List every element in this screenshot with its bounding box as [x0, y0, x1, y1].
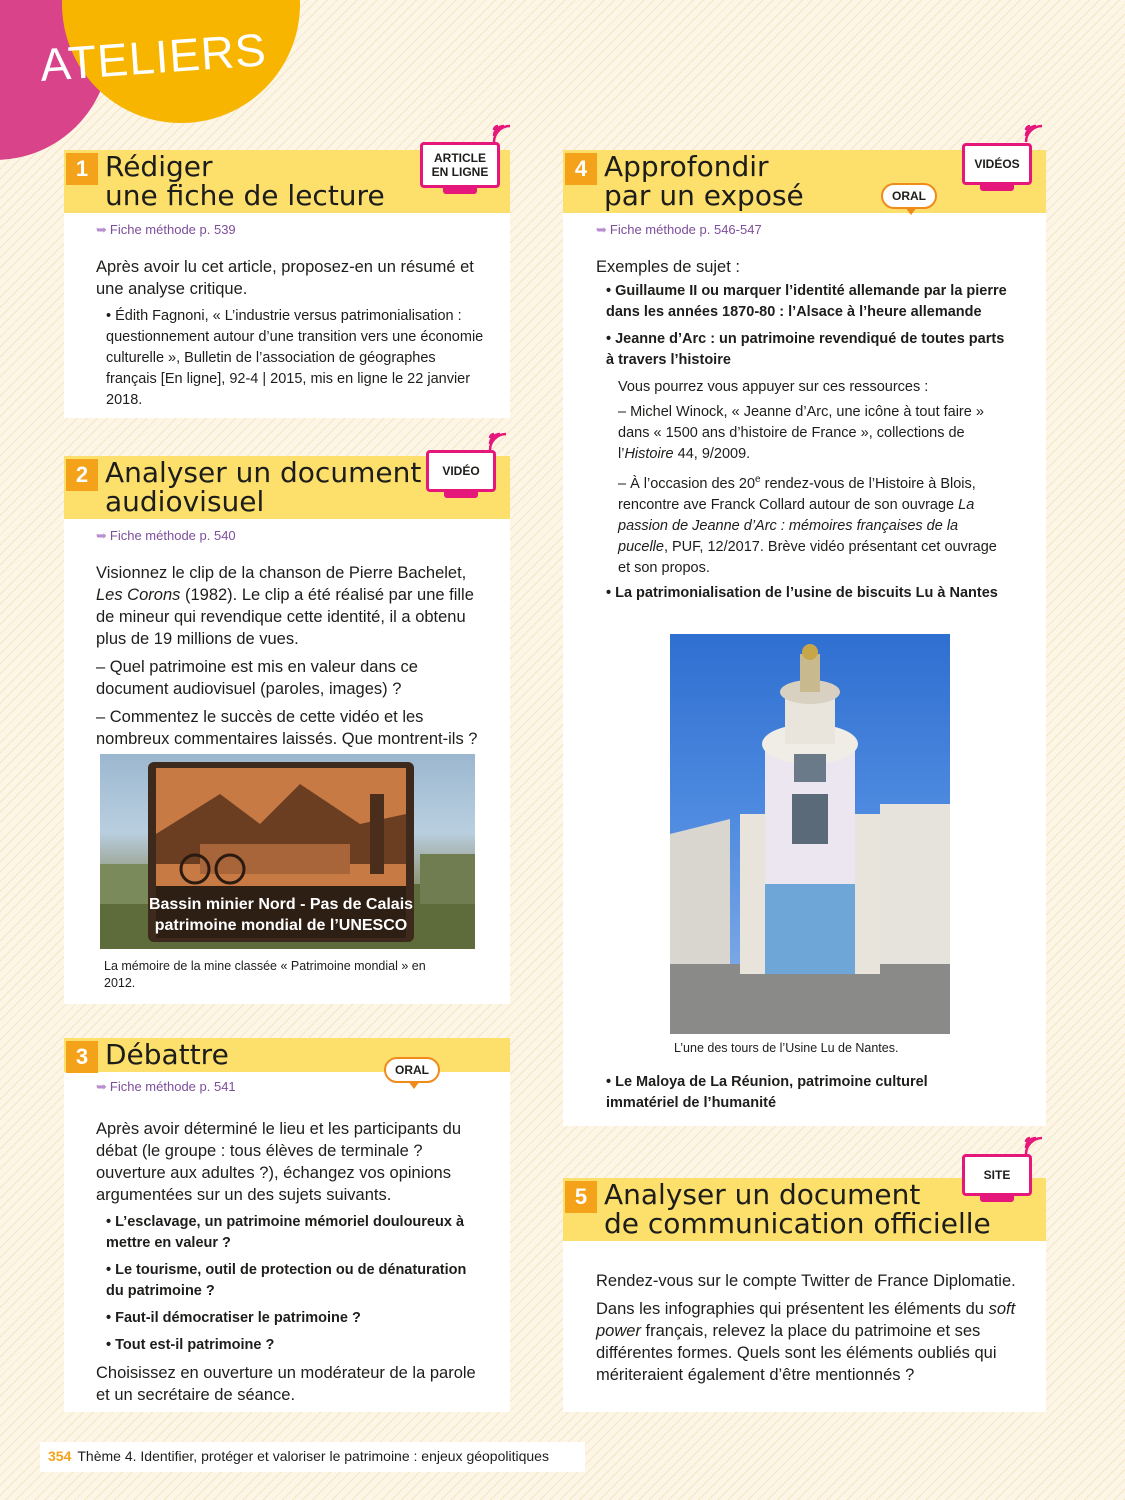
card-4-intro: Exemples de sujet : [596, 258, 740, 276]
card-2-intro [96, 562, 482, 650]
resources-list [596, 377, 1012, 579]
oral-badge: ORAL [384, 1057, 440, 1083]
card-1-title [105, 152, 385, 210]
card-3-number: 3 [66, 1041, 98, 1073]
arrow-icon: ➥ [96, 1079, 107, 1094]
arrow-icon: ➥ [96, 222, 107, 237]
intro-part: (1982). Le clip a été réalisé par une fille de mineur qui revendique cette identité, il a obtenu plus de 19 millions de vues. [96, 586, 474, 648]
card-2-number: 2 [66, 459, 98, 491]
page-title: ATELIERS [38, 23, 269, 91]
card-1-title-line1: Rédiger [105, 150, 213, 183]
expose-topic: • Jeanne d’Arc : un patrimoine revendiqué de toutes parts à travers l’histoire [606, 331, 1005, 368]
card-1-number: 1 [66, 153, 98, 185]
mine-billboard-photo [100, 754, 475, 949]
fiche-methode-link-4[interactable] [596, 222, 762, 238]
badge-label: VIDÉOS [974, 157, 1020, 171]
card-5-question [596, 1298, 1016, 1386]
card-3-closing: Choisissez en ouverture un modérateur de la parole et un secrétaire de séance. [96, 1364, 476, 1404]
card-1-body [96, 256, 486, 417]
fiche-methode-link-1[interactable] [96, 222, 236, 238]
tower-illustration [670, 634, 950, 1034]
resource-part: 44, 9/2009. [673, 446, 751, 462]
expose-topic: • Le Maloya de La Réunion, patrimoine culturel immatériel de l’humanité [606, 1074, 928, 1111]
card-2-body [96, 562, 482, 756]
card-4-title [604, 152, 804, 210]
tower-photo-caption: L’une des tours de l’Usine Lu de Nantes. [674, 1041, 899, 1055]
card-5-number: 5 [565, 1181, 597, 1213]
site-badge[interactable] [962, 1154, 1032, 1196]
debate-topic: • Tout est-il patrimoine ? [106, 1337, 275, 1353]
footer-theme: Thème 4. Identifier, protéger et valoriser le patrimoine : enjeux géopolitiques [77, 1448, 549, 1464]
debate-topic: • Faut-il démocratiser le patrimoine ? [106, 1310, 361, 1326]
card-2-question-1: – Quel patrimoine est mis en valeur dans ce document audiovisuel (paroles, images) ? [96, 658, 418, 698]
resource-part: Histoire [624, 446, 674, 462]
usine-lu-tower-photo [670, 634, 950, 1034]
question-part: soft power [596, 1300, 1016, 1340]
fiche-methode-label: Fiche méthode p. 541 [109, 1079, 236, 1094]
card-3-instruction: Après avoir déterminé le lieu et les participants du débat (le groupe : tous élèves de terminale ? ouverture aux adultes ?), échangez vos opinions argumentées sur un des sujets suivants. [96, 1120, 462, 1204]
resource-winock [618, 402, 1012, 465]
intro-part: Visionnez le clip de la chanson de Pierre Bachelet, [96, 564, 467, 582]
card-2-title-line2: audiovisuel [105, 485, 265, 518]
resource-part: , PUF, 12/2017. Brève vidéo présentant cet ouvrage et son propos. [618, 538, 997, 576]
debate-topic: • Le tourisme, outil de protection ou de dénaturation du patrimoine ? [106, 1262, 467, 1299]
card-2-title [105, 458, 421, 516]
card-1-reference: • Édith Fagnoni, « L’industrie versus patrimonialisation : questionnement autour d’une transition vers une économie culturelle », Bulletin de l’association de géographes français [En ligne], 92-4 | 2015, mis en ligne le 22 janvier 2018. [106, 308, 484, 408]
page-footer [40, 1442, 585, 1472]
oral-badge: ORAL [881, 183, 937, 209]
card-4-number: 4 [565, 153, 597, 185]
resource-part: – Michel Winock, « Jeanne d’Arc, une icône à tout faire » dans « 1500 ans d’histoire de France », collections de l’ [618, 404, 984, 462]
card-3-title: Débattre [105, 1038, 229, 1071]
article-en-ligne-badge[interactable] [420, 142, 500, 188]
fiche-methode-label: Fiche méthode p. 546-547 [609, 222, 762, 237]
fiche-methode-label: Fiche méthode p. 539 [109, 222, 236, 237]
videos-badge[interactable] [962, 143, 1032, 185]
page-number: 354 [48, 1448, 72, 1464]
resource-blois [618, 469, 1012, 579]
card-2-question-2: – Commentez le succès de cette vidéo et les nombreux commentaires laissés. Que montrent-ils ? [96, 708, 478, 748]
resources-intro: Vous pourrez vous appuyer sur ces ressources : [618, 379, 929, 395]
card-4-title-line2: par un exposé [604, 179, 804, 212]
card-5-title-line2: de communication officielle [604, 1207, 991, 1240]
expose-topic: • Guillaume II ou marquer l’identité allemande par la pierre dans les années 1870-80 : l’Alsace à l’heure allemande [606, 283, 1007, 320]
billboard-line2: patrimoine mondial de l’UNESCO [154, 917, 408, 934]
card-4-title-line1: Approfondir [604, 150, 769, 183]
card-1-title-line2: une fiche de lecture [105, 179, 385, 212]
arrow-icon: ➥ [96, 528, 107, 543]
fiche-methode-link-2[interactable] [96, 528, 236, 544]
card-5-body [596, 1270, 1016, 1392]
mine-billboard-illustration [100, 754, 475, 949]
card-3-body [96, 1118, 488, 1412]
card-3-header [64, 1038, 510, 1072]
badge-label: SITE [983, 1168, 1011, 1182]
card-2-title-line1: Analyser un document [105, 456, 422, 489]
mine-photo-caption: La mémoire de la mine classée « Patrimoine mondial » en 2012. [104, 959, 426, 990]
badge-label-line1: ARTICLE [434, 151, 486, 165]
question-part: Dans les infographies qui présentent les éléments du [596, 1300, 989, 1318]
wifi-icon [492, 124, 512, 144]
fiche-methode-label: Fiche méthode p. 540 [109, 528, 236, 543]
wifi-icon [1024, 1136, 1044, 1156]
card-5-instruction: Rendez-vous sur le compte Twitter de France Diplomatie. [596, 1272, 1016, 1290]
card-5-title [604, 1180, 991, 1238]
resource-part: rendez-vous de l’Histoire à Blois, rencontre ave Franck Collard autour de son ouvrage [618, 475, 976, 513]
arrow-icon: ➥ [596, 222, 607, 237]
badge-label-line2: EN LIGNE [431, 165, 489, 179]
expose-topic: • La patrimonialisation de l’usine de biscuits Lu à Nantes [606, 584, 998, 601]
wifi-icon [1024, 124, 1044, 144]
card-4-body [596, 256, 1012, 610]
resource-part: e [755, 474, 761, 485]
card-1-instruction: Après avoir lu cet article, proposez-en un résumé et une analyse critique. [96, 258, 474, 298]
fiche-methode-link-3[interactable] [96, 1079, 236, 1095]
wifi-icon [488, 432, 508, 452]
video-badge[interactable] [426, 450, 496, 492]
song-title: Les Corons [96, 586, 181, 604]
badge-label: VIDÉO [442, 464, 480, 478]
card-5-title-line1: Analyser un document [604, 1178, 921, 1211]
billboard-line1: Bassin minier Nord - Pas de Calais [148, 896, 414, 913]
question-part: français, relevez la place du patrimoine et ses différentes formes. Quels sont les éléments oubliés qui mériteraient également d’être mentionnés ? [596, 1322, 997, 1384]
resource-part: – À l’occasion des 20 [618, 475, 756, 492]
resource-part: La passion de Jeanne d’Arc : mémoires françaises de la pucelle [618, 496, 975, 555]
debate-topic: • L’esclavage, un patrimoine mémoriel douloureux à mettre en valeur ? [106, 1214, 465, 1251]
